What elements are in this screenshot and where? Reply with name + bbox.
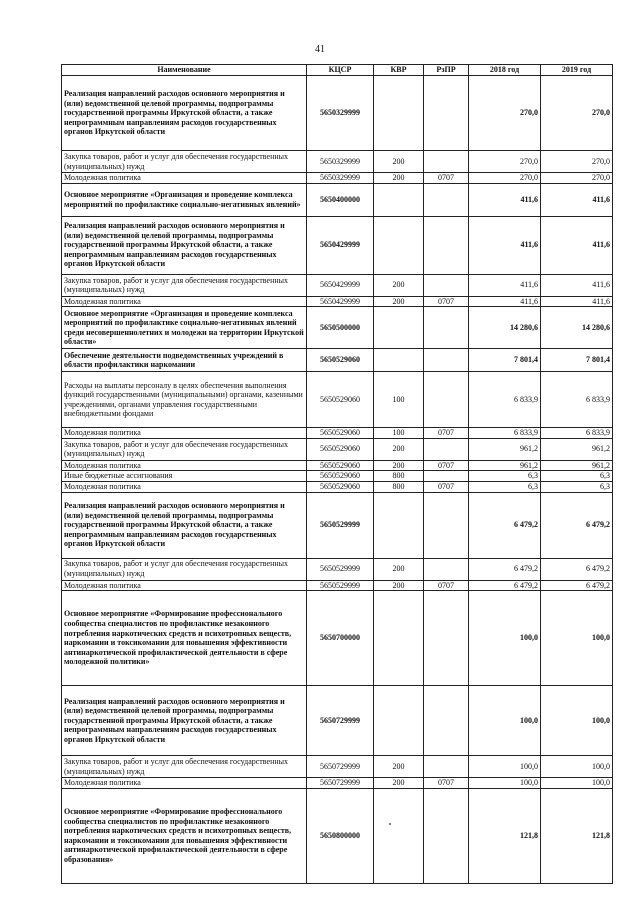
table-row [62, 274, 613, 296]
row-name: Реализация направлений расходов основного мероприятия и (или) ведомственной целевой программы, подпрограммы государственной программы Иркутской области, а также непрограммным направлениям расходов государственных органов Иркутской области [62, 492, 307, 558]
row-name: Закупка товаров, работ и услуг для обеспечения государственных (муниципальных) нужд [62, 756, 307, 778]
row-kvr: 800 [374, 481, 424, 492]
row-2019: 6 833,9 [541, 428, 613, 439]
row-2019: 6 479,2 [541, 492, 613, 558]
row-rzpr: 0707 [424, 428, 469, 439]
row-kcsr: 5650800000 [307, 788, 374, 883]
row-rzpr: 0707 [424, 481, 469, 492]
row-kcsr: 5650329999 [307, 76, 374, 151]
row-name: Молодежная политика [62, 580, 307, 591]
row-2019: 411,6 [541, 296, 613, 307]
row-rzpr: 0707 [424, 296, 469, 307]
row-kcsr: 5650700000 [307, 591, 374, 686]
table-row [62, 349, 613, 372]
row-rzpr: 0707 [424, 460, 469, 471]
row-2018: 6,3 [469, 481, 541, 492]
row-rzpr [424, 591, 469, 686]
row-2018: 270,0 [469, 151, 541, 173]
row-kvr [374, 349, 424, 372]
row-2018: 6 833,9 [469, 372, 541, 428]
row-rzpr: 0707 [424, 580, 469, 591]
row-2018: 6 479,2 [469, 558, 541, 580]
row-kcsr: 5650529999 [307, 558, 374, 580]
row-2018: 100,0 [469, 778, 541, 789]
row-2018: 411,6 [469, 296, 541, 307]
row-kvr [374, 788, 424, 883]
row-2018: 14 280,6 [469, 307, 541, 349]
row-kcsr: 5650729999 [307, 686, 374, 756]
row-rzpr [424, 558, 469, 580]
row-2019: 6 479,2 [541, 580, 613, 591]
row-2018: 6 479,2 [469, 580, 541, 591]
row-kcsr: 5650529999 [307, 580, 374, 591]
table-row [62, 492, 613, 558]
row-kcsr: 5650529060 [307, 460, 374, 471]
row-2019: 100,0 [541, 756, 613, 778]
row-2018: 411,6 [469, 183, 541, 216]
row-kcsr: 5650529060 [307, 471, 374, 482]
row-rzpr [424, 492, 469, 558]
row-kvr: 100 [374, 372, 424, 428]
table-row [62, 460, 613, 471]
row-2018: 121,8 [469, 788, 541, 883]
row-2018: 411,6 [469, 216, 541, 274]
row-name: Реализация направлений расходов основного мероприятия и (или) ведомственной целевой программы, подпрограммы государственной программы Иркутской области, а также непрограммным направлениям расходов государственных органов Иркутской области [62, 686, 307, 756]
row-2018: 270,0 [469, 76, 541, 151]
row-kcsr: 5650400000 [307, 183, 374, 216]
row-name: Расходы на выплаты персоналу в целях обеспечения выполнения функций государственными (муниципальными) органами, казенными учреждениями, органами управления государственными внебюджетными фондами [62, 372, 307, 428]
row-2019: 961,2 [541, 460, 613, 471]
header-2019: 2019 год [541, 65, 613, 76]
row-rzpr [424, 307, 469, 349]
row-kcsr: 5650500000 [307, 307, 374, 349]
row-kcsr: 5650429999 [307, 274, 374, 296]
row-2018: 6 479,2 [469, 492, 541, 558]
row-kvr: 200 [374, 558, 424, 580]
row-rzpr [424, 76, 469, 151]
row-2019: 6,3 [541, 481, 613, 492]
scan-speck [389, 823, 391, 825]
row-name: Молодежная политика [62, 428, 307, 439]
table-row [62, 481, 613, 492]
row-kvr [374, 686, 424, 756]
table-row [62, 307, 613, 349]
row-name: Молодежная политика [62, 460, 307, 471]
row-2019: 6 479,2 [541, 558, 613, 580]
row-2019: 6,3 [541, 471, 613, 482]
row-rzpr [424, 471, 469, 482]
row-kcsr: 5650529060 [307, 372, 374, 428]
table-row [62, 372, 613, 428]
row-2019: 270,0 [541, 76, 613, 151]
row-kvr: 200 [374, 151, 424, 173]
table-row [62, 428, 613, 439]
row-kcsr: 5650529060 [307, 428, 374, 439]
table-row [62, 591, 613, 686]
table-row [62, 183, 613, 216]
row-kvr [374, 492, 424, 558]
row-name: Молодежная политика [62, 296, 307, 307]
row-rzpr: 0707 [424, 778, 469, 789]
row-kcsr: 5650329999 [307, 151, 374, 173]
table-row [62, 788, 613, 883]
table-row [62, 296, 613, 307]
row-2018: 961,2 [469, 460, 541, 471]
row-rzpr [424, 183, 469, 216]
row-name: Основное мероприятие «Формирование профессионального сообщества специалистов по профилактике незаконного потребления наркотических средств и психотропных веществ, наркомании и токсикомании для повышения эффективности антинаркотической профилактической деятельности в сфере молодежной политики» [62, 591, 307, 686]
row-name: Обеспечение деятельности подведомственных учреждений в области профилактики наркомании [62, 349, 307, 372]
row-2018: 6 833,9 [469, 428, 541, 439]
row-rzpr [424, 216, 469, 274]
row-kcsr: 5650729999 [307, 756, 374, 778]
row-kvr: 200 [374, 274, 424, 296]
row-rzpr [424, 686, 469, 756]
row-kvr: 200 [374, 438, 424, 460]
row-2019: 14 280,6 [541, 307, 613, 349]
row-2019: 100,0 [541, 686, 613, 756]
header-2018: 2018 год [469, 65, 541, 76]
row-2018: 961,2 [469, 438, 541, 460]
row-rzpr [424, 274, 469, 296]
row-2018: 100,0 [469, 686, 541, 756]
table-row [62, 471, 613, 482]
row-kvr [374, 76, 424, 151]
row-2019: 270,0 [541, 173, 613, 184]
row-kvr: 200 [374, 460, 424, 471]
row-2019: 100,0 [541, 591, 613, 686]
row-kvr: 100 [374, 428, 424, 439]
row-name: Закупка товаров, работ и услуг для обеспечения государственных (муниципальных) нужд [62, 438, 307, 460]
row-kvr [374, 216, 424, 274]
row-kvr: 800 [374, 471, 424, 482]
table-row [62, 558, 613, 580]
row-kvr [374, 183, 424, 216]
row-rzpr [424, 438, 469, 460]
row-kcsr: 5650529999 [307, 492, 374, 558]
row-kcsr: 5650329999 [307, 173, 374, 184]
row-rzpr [424, 756, 469, 778]
row-kvr: 200 [374, 778, 424, 789]
table-row [62, 438, 613, 460]
row-name: Закупка товаров, работ и услуг для обеспечения государственных (муниципальных) нужд [62, 151, 307, 173]
row-kvr: 200 [374, 580, 424, 591]
row-kcsr: 5650729999 [307, 778, 374, 789]
table-row [62, 76, 613, 151]
row-kvr [374, 307, 424, 349]
table-row [62, 580, 613, 591]
row-name: Основное мероприятие «Организация и проведение комплекса мероприятий по профилактике социально-негативных явлений» [62, 183, 307, 216]
row-name: Молодежная политика [62, 778, 307, 789]
header-rzpr: РзПР [424, 65, 469, 76]
table-header-row [62, 65, 613, 76]
row-2018: 411,6 [469, 274, 541, 296]
table-row [62, 756, 613, 778]
row-name: Закупка товаров, работ и услуг для обеспечения государственных (муниципальных) нужд [62, 558, 307, 580]
row-kvr: 200 [374, 173, 424, 184]
row-kvr: 200 [374, 296, 424, 307]
row-2019: 411,6 [541, 183, 613, 216]
row-rzpr [424, 372, 469, 428]
row-name: Реализация направлений расходов основного мероприятия и (или) ведомственной целевой программы, подпрограммы государственной программы Иркутской области, а также непрограммным направлениям расходов государственных органов Иркутской области [62, 76, 307, 151]
row-name: Основное мероприятие «Формирование профессионального сообщества специалистов по профилактике незаконного потребления наркотических средств и психотропных веществ, наркомании и токсикомании для повышения эффективности антинаркотической профилактической деятельности в сфере образования» [62, 788, 307, 883]
row-name: Закупка товаров, работ и услуг для обеспечения государственных (муниципальных) нужд [62, 274, 307, 296]
row-2019: 270,0 [541, 151, 613, 173]
table-row [62, 778, 613, 789]
header-kvr: КВР [374, 65, 424, 76]
row-kcsr: 5650529060 [307, 349, 374, 372]
row-2019: 6 833,9 [541, 372, 613, 428]
row-kcsr: 5650429999 [307, 216, 374, 274]
row-2018: 100,0 [469, 756, 541, 778]
row-rzpr [424, 151, 469, 173]
row-2019: 100,0 [541, 778, 613, 789]
row-rzpr: 0707 [424, 173, 469, 184]
row-2019: 411,6 [541, 274, 613, 296]
table-row [62, 151, 613, 173]
row-2018: 270,0 [469, 173, 541, 184]
page-number: 41 [315, 44, 325, 55]
row-2019: 411,6 [541, 216, 613, 274]
row-2018: 6,3 [469, 471, 541, 482]
row-rzpr [424, 349, 469, 372]
table-row [62, 173, 613, 184]
budget-table [61, 64, 613, 884]
row-rzpr [424, 788, 469, 883]
row-2019: 961,2 [541, 438, 613, 460]
table-row [62, 686, 613, 756]
row-2019: 7 801,4 [541, 349, 613, 372]
row-kcsr: 5650529060 [307, 438, 374, 460]
row-kvr [374, 591, 424, 686]
table-row [62, 216, 613, 274]
row-name: Молодежная политика [62, 481, 307, 492]
row-name: Реализация направлений расходов основного мероприятия и (или) ведомственной целевой программы, подпрограммы государственной программы Иркутской области, а также непрограммным направлениям расходов государственных органов Иркутской области [62, 216, 307, 274]
row-kcsr: 5650429999 [307, 296, 374, 307]
row-2018: 7 801,4 [469, 349, 541, 372]
row-kvr: 200 [374, 756, 424, 778]
row-2018: 100,0 [469, 591, 541, 686]
header-kcsr: КЦСР [307, 65, 374, 76]
row-name: Основное мероприятие «Организация и проведение комплекса мероприятий по профилактике социально-негативных явлений среди несовершеннолетних и молодежи на территории Иркутской области» [62, 307, 307, 349]
row-name: Иные бюджетные ассигнования [62, 471, 307, 482]
row-2019: 121,8 [541, 788, 613, 883]
header-name: Наименование [62, 65, 307, 76]
row-name: Молодежная политика [62, 173, 307, 184]
row-kcsr: 5650529060 [307, 481, 374, 492]
